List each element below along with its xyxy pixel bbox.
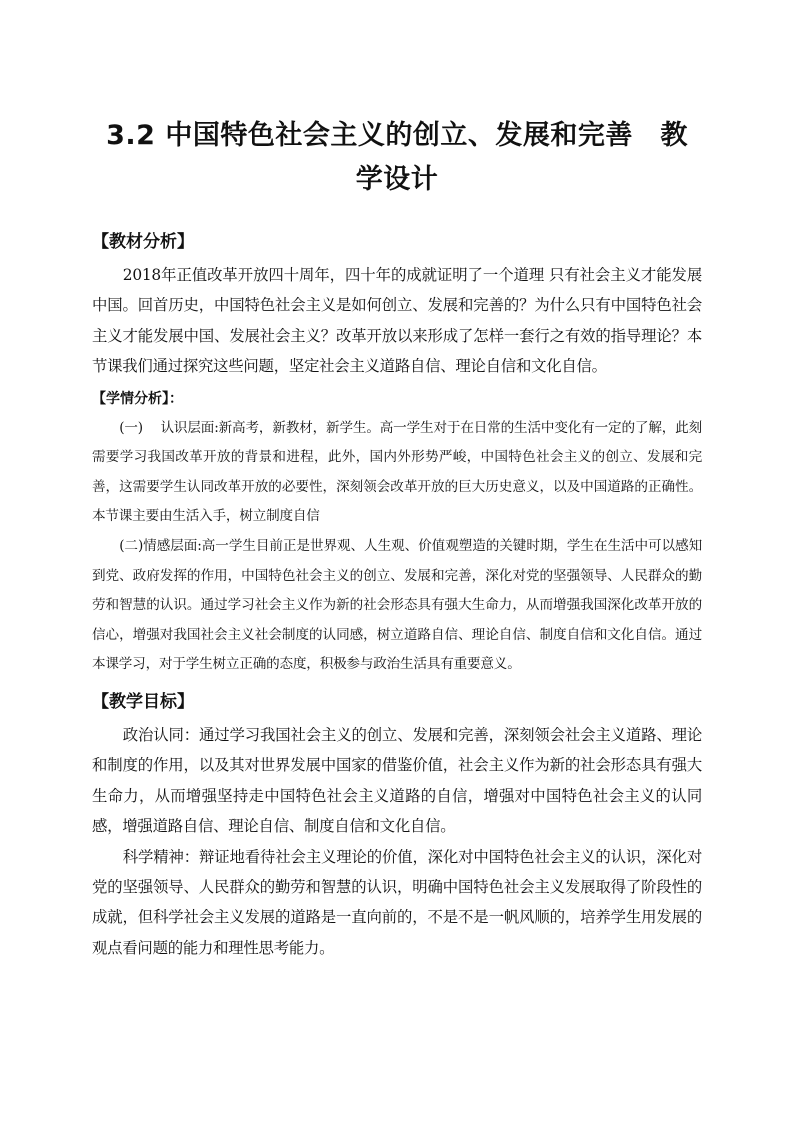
section-learner-analysis — [92, 384, 702, 680]
title-line-1: 3.2 中国特色社会主义的创立、发展和完善 教 — [106, 120, 688, 151]
document-title — [92, 114, 702, 202]
material-paragraph: 2018年正值改革开放四十周年，四十年的成就证明了一个道理 只有社会主义才能发展中国。回首历史，中国特色社会主义是如何创立、发展和完善的？为什么只有中国特色社会主义才能发展中国、发展社会主义？改革开放以来形成了怎样一套行之有效的指导理论？本节课我们通过探究这些问题，坚定社会主义道路自信、理论自信和文化自信。 — [92, 266, 702, 376]
learner-paragraph-emotional: (二)情感层面:高一学生目前正是世界观、人生观、价值观塑造的关键时期，学生在生活中可以感知到党、政府发挥的作用，中国特色社会主义的创立、发展和完善，深化对党的坚强领导、人民群众的勤劳和智慧的认识。通过学习社会主义作为新的社会形态具有强大生命力，从而增强我国深化改革开放的信心，增强对我国社会主义社会制度的认同感，树立道路自信、理论自信、制度自信和文化自信。通过本课学习，对于学生树立正确的态度，积极参与政治生活具有重要意义。 — [92, 538, 702, 673]
section-heading-material: 【教材分析】 — [92, 232, 194, 252]
section-heading-goals: 【教学目标】 — [92, 691, 194, 712]
section-material-analysis — [92, 226, 702, 382]
goals-paragraph-science: 科学精神：辩证地看待社会主义理论的价值，深化对中国特色社会主义的认识，深化对党的坚强领导、人民群众的勤劳和智慧的认识，明确中国特色社会主义发展取得了阶段性的成就，但科学社会主义发展的道路是一直向前的，不是不是一帆风顺的，培养学生用发展的观点看问题的能力和理性思考能力。 — [92, 847, 702, 957]
section-teaching-goals — [92, 686, 702, 963]
goals-paragraph-political: 政治认同：通过学习我国社会主义的创立、发展和完善，深刻领会社会主义道路、理论和制度的作用，以及其对世界发展中国家的借鉴价值，社会主义作为新的社会形态具有强大生命力，从而增强坚持走中国特色社会主义道路的自信，增强对中国特色社会主义的认同感，增强道路自信、理论自信、制度自信和文化自信。 — [92, 725, 702, 836]
section-heading-learner: 【学情分析】： — [92, 390, 183, 407]
learner-paragraph-cognitive: (一) 认识层面:新高考，新教材，新学生。高一学生对于在日常的生活中变化有一定的了解，此刻需要学习我国改革开放的背景和进程，此外，国内外形势严峻，中国特色社会主义的创立、发展和完善，这需要学生认同改革开放的必要性，深刻领会改革开放的巨大历史意义，以及中国道路的正确性。本节课主要由生活入手，树立制度自信 — [92, 419, 702, 525]
title-line-2: 学设计 — [355, 164, 439, 195]
